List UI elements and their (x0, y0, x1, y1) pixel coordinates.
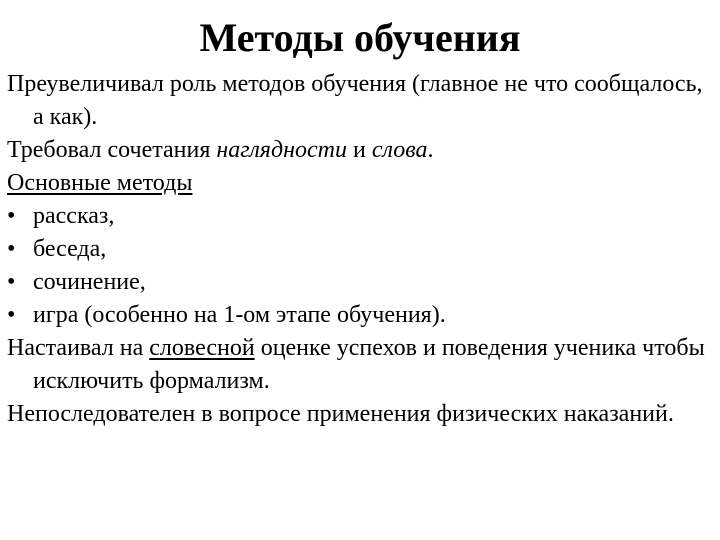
bullet-icon: • (7, 236, 16, 262)
paragraph-verbal-assessment (7, 332, 707, 398)
slide-title: Методы обучения (199, 15, 521, 60)
methods-heading-text: Основные методы (7, 170, 193, 196)
text-fragment: Настаивал на (7, 335, 150, 361)
slide-body (7, 68, 707, 431)
text-fragment: и (347, 137, 372, 163)
list-item (7, 200, 707, 233)
paragraph-methods-role: Преувеличивал роль методов обучения (главное не что сообщалось, а как). (7, 71, 703, 130)
bullet-icon: • (7, 203, 16, 229)
emphasis-word: слова (371, 137, 428, 163)
paragraph-visual-and-word (7, 134, 707, 167)
paragraph-punishment: Непоследователен в вопросе применения физических наказаний. (7, 401, 674, 427)
text-fragment: Требовал сочетания (7, 137, 217, 163)
bullet-icon: • (7, 302, 16, 328)
emphasis-visual: наглядности (216, 137, 347, 163)
methods-heading (7, 167, 707, 200)
text-fragment: оценке успехов и поведения ученика чтобы исключить формализм. (33, 335, 705, 394)
list-item (7, 299, 707, 332)
bullet-icon: • (7, 269, 16, 295)
list-item-text: беседа, (33, 236, 107, 262)
list-item-text: рассказ, (33, 203, 115, 229)
list-item-text: сочинение, (33, 269, 146, 295)
underlined-verbal: словесной (149, 335, 255, 361)
list-item (7, 266, 707, 299)
methods-list (7, 200, 707, 332)
list-item (7, 233, 707, 266)
text-fragment: . (427, 137, 434, 163)
list-item-text: игра (особенно на 1-ом этапе обучения). (33, 302, 446, 328)
